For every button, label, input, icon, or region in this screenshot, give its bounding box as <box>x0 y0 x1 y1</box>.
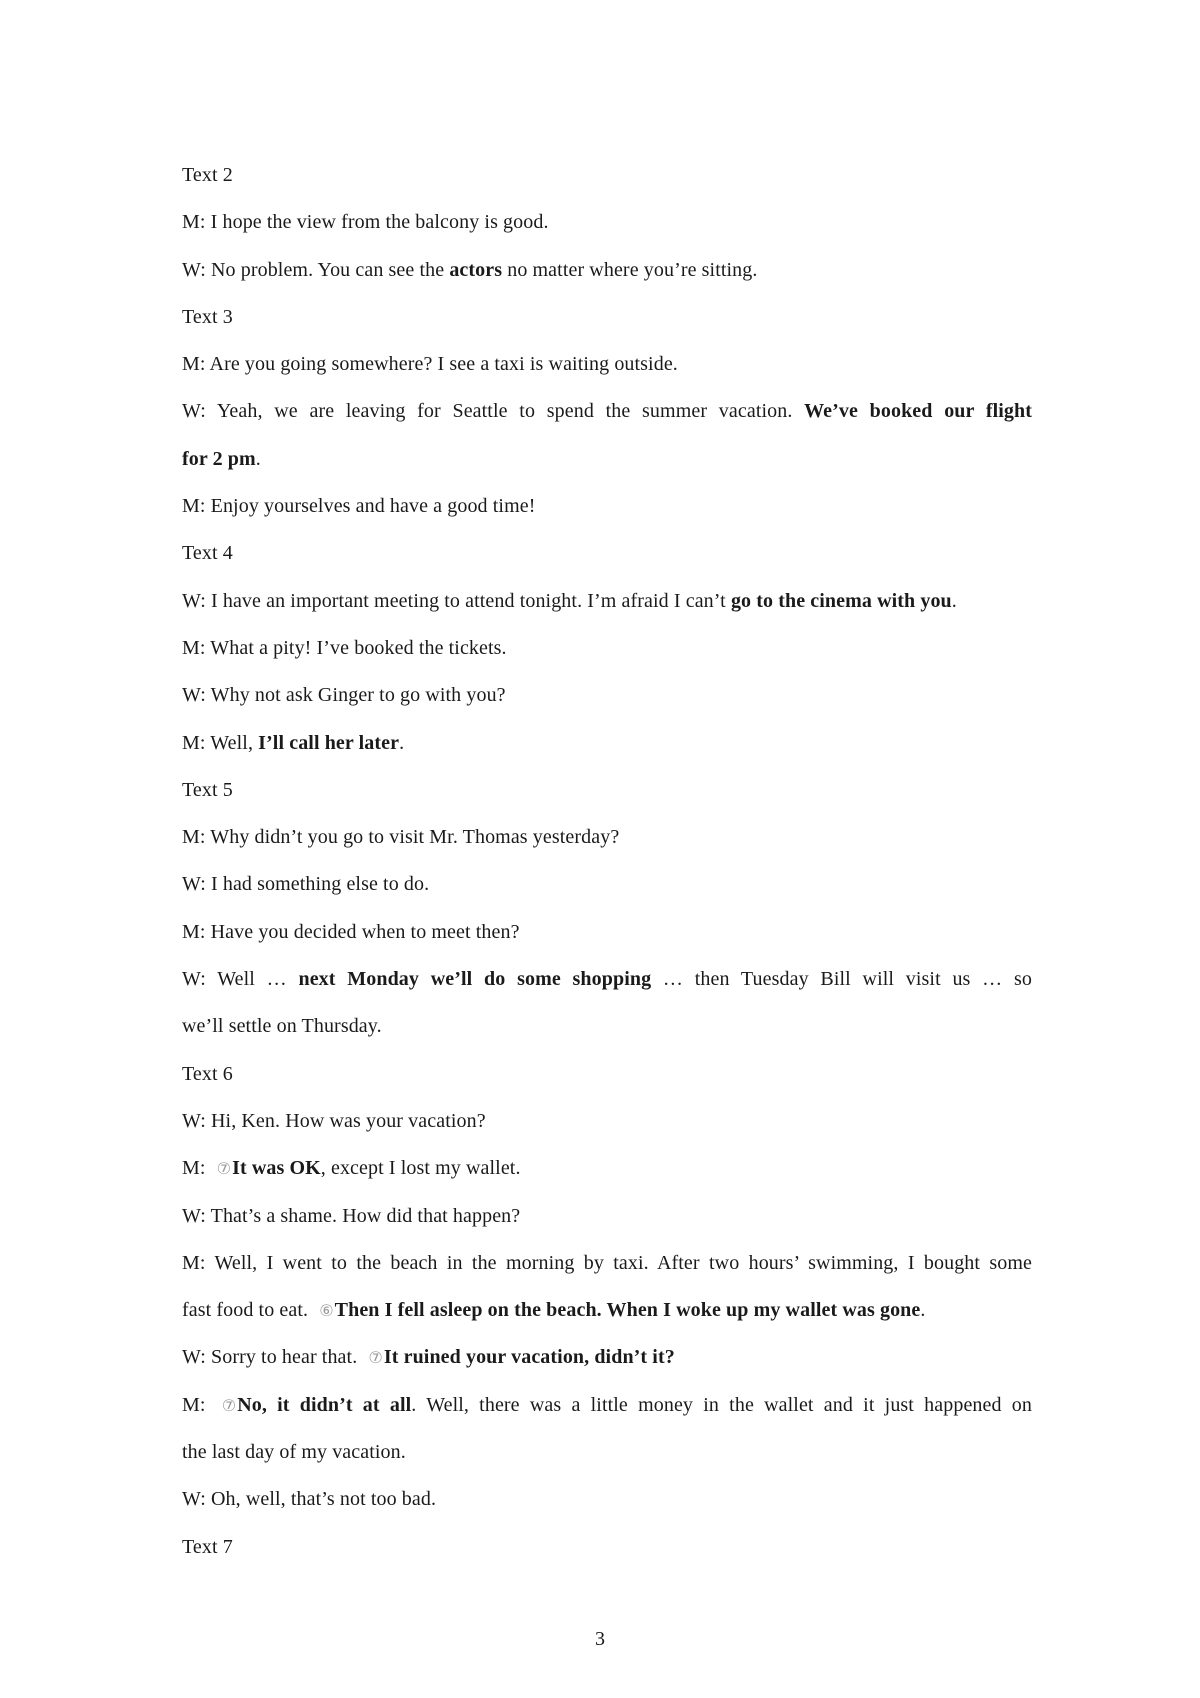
line-text: we’ll settle on Thursday. <box>182 1015 382 1038</box>
line-text: Text 3 <box>182 305 233 328</box>
line-text: W: Well … <box>182 968 299 991</box>
transcript-line <box>182 625 1032 672</box>
transcript-line <box>182 1429 1032 1476</box>
question-number-marker: ⑥ <box>319 1301 334 1321</box>
transcript-line <box>182 861 1032 908</box>
line-text: Text 7 <box>182 1535 233 1558</box>
transcript-line <box>182 1382 1032 1429</box>
transcript-line <box>182 294 1032 341</box>
bold-answer-text: actors <box>449 258 503 281</box>
transcript-line <box>182 720 1032 767</box>
transcript-line <box>182 1098 1032 1145</box>
bold-answer-text: for 2 pm <box>182 447 256 470</box>
line-text: . <box>920 1299 926 1322</box>
bold-answer-text: It was OK <box>232 1157 321 1180</box>
line-text: M: <box>182 1157 211 1180</box>
bold-answer-text: No, it didn’t at all <box>237 1393 412 1416</box>
line-text: W: Yeah, we are leaving for Seattle to spend the summer vacation. <box>182 400 805 423</box>
line-text: W: Sorry to hear that. <box>182 1346 363 1369</box>
line-text: W: Why not ask Ginger to go with you? <box>182 684 506 707</box>
line-text: Text 6 <box>182 1062 233 1085</box>
transcript-line <box>182 1334 1032 1381</box>
line-text: M: Have you decided when to meet then? <box>182 920 520 943</box>
transcript-line <box>182 247 1032 294</box>
line-text: fast food to eat. <box>182 1299 314 1322</box>
transcript-line <box>182 152 1032 199</box>
line-text: no matter where you’re sitting. <box>502 258 758 281</box>
transcript-line <box>182 909 1032 956</box>
transcript-line <box>182 1240 1032 1287</box>
bold-answer-text: We’ve booked our flight <box>804 400 1032 423</box>
line-text: M: Enjoy yourselves and have a good time! <box>182 495 536 518</box>
line-text: W: I have an important meeting to attend tonight. I’m afraid I can’t <box>182 589 731 612</box>
transcript-line <box>182 578 1032 625</box>
line-text: W: Oh, well, that’s not too bad. <box>182 1488 437 1511</box>
transcript-line <box>182 199 1032 246</box>
transcript-line <box>182 1287 1032 1334</box>
line-text: . <box>951 589 957 612</box>
transcript-line <box>182 672 1032 719</box>
line-text: Text 4 <box>182 542 233 565</box>
transcript-line <box>182 388 1032 435</box>
line-text: M: I hope the view from the balcony is good. <box>182 211 549 234</box>
question-number-marker: ⑦ <box>216 1159 232 1179</box>
line-text: M: Well, <box>182 731 259 754</box>
bold-answer-text: next Monday we’ll do some shopping <box>298 968 652 991</box>
line-text: M: What a pity! I’ve booked the tickets. <box>182 636 507 659</box>
transcript-line <box>182 483 1032 530</box>
line-text: . <box>255 447 261 470</box>
transcript-line <box>182 1193 1032 1240</box>
line-text: , except I lost my wallet. <box>320 1157 521 1180</box>
bold-answer-text: I’ll call her later <box>258 731 400 754</box>
transcript-line <box>182 341 1032 388</box>
line-text: W: Hi, Ken. How was your vacation? <box>182 1109 486 1132</box>
line-text: M: Why didn’t you go to visit Mr. Thomas yesterday? <box>182 826 620 849</box>
line-text: W: I had something else to do. <box>182 873 430 896</box>
transcript-line <box>182 1524 1032 1571</box>
question-number-marker: ⑦ <box>221 1395 237 1415</box>
line-text: W: No problem. You can see the <box>182 258 450 281</box>
transcript-body <box>182 152 1032 1571</box>
transcript-line <box>182 530 1032 577</box>
page-number: 3 <box>595 1628 605 1650</box>
transcript-line <box>182 1145 1032 1192</box>
transcript-line <box>182 436 1032 483</box>
transcript-line <box>182 956 1032 1003</box>
line-text: W: That’s a shame. How did that happen? <box>182 1204 521 1227</box>
line-text: M: Are you going somewhere? I see a taxi is waiting outside. <box>182 353 678 376</box>
transcript-line <box>182 1003 1032 1050</box>
transcript-line <box>182 1051 1032 1098</box>
question-number-marker: ⑦ <box>368 1348 383 1368</box>
bold-answer-text: Then I fell asleep on the beach. When I woke up my wallet was gone <box>334 1299 921 1322</box>
transcript-line <box>182 1476 1032 1523</box>
line-text: Text 5 <box>182 778 233 801</box>
bold-answer-text: go to the cinema with you <box>730 589 952 612</box>
line-text: the last day of my vacation. <box>182 1441 406 1464</box>
line-text: Text 2 <box>182 164 233 186</box>
transcript-line <box>182 814 1032 861</box>
transcript-line <box>182 767 1032 814</box>
line-text: . Well, there was a little money in the wallet and it just happened on <box>411 1393 1032 1416</box>
line-text: M: Well, I went to the beach in the morning by taxi. After two hours’ swimming, I bought some <box>182 1251 1032 1274</box>
line-text: . <box>399 731 405 754</box>
line-text: M: <box>182 1393 216 1416</box>
bold-answer-text: It ruined your vacation, didn’t it? <box>383 1346 675 1369</box>
line-text: … then Tuesday Bill will visit us … so <box>651 968 1032 991</box>
